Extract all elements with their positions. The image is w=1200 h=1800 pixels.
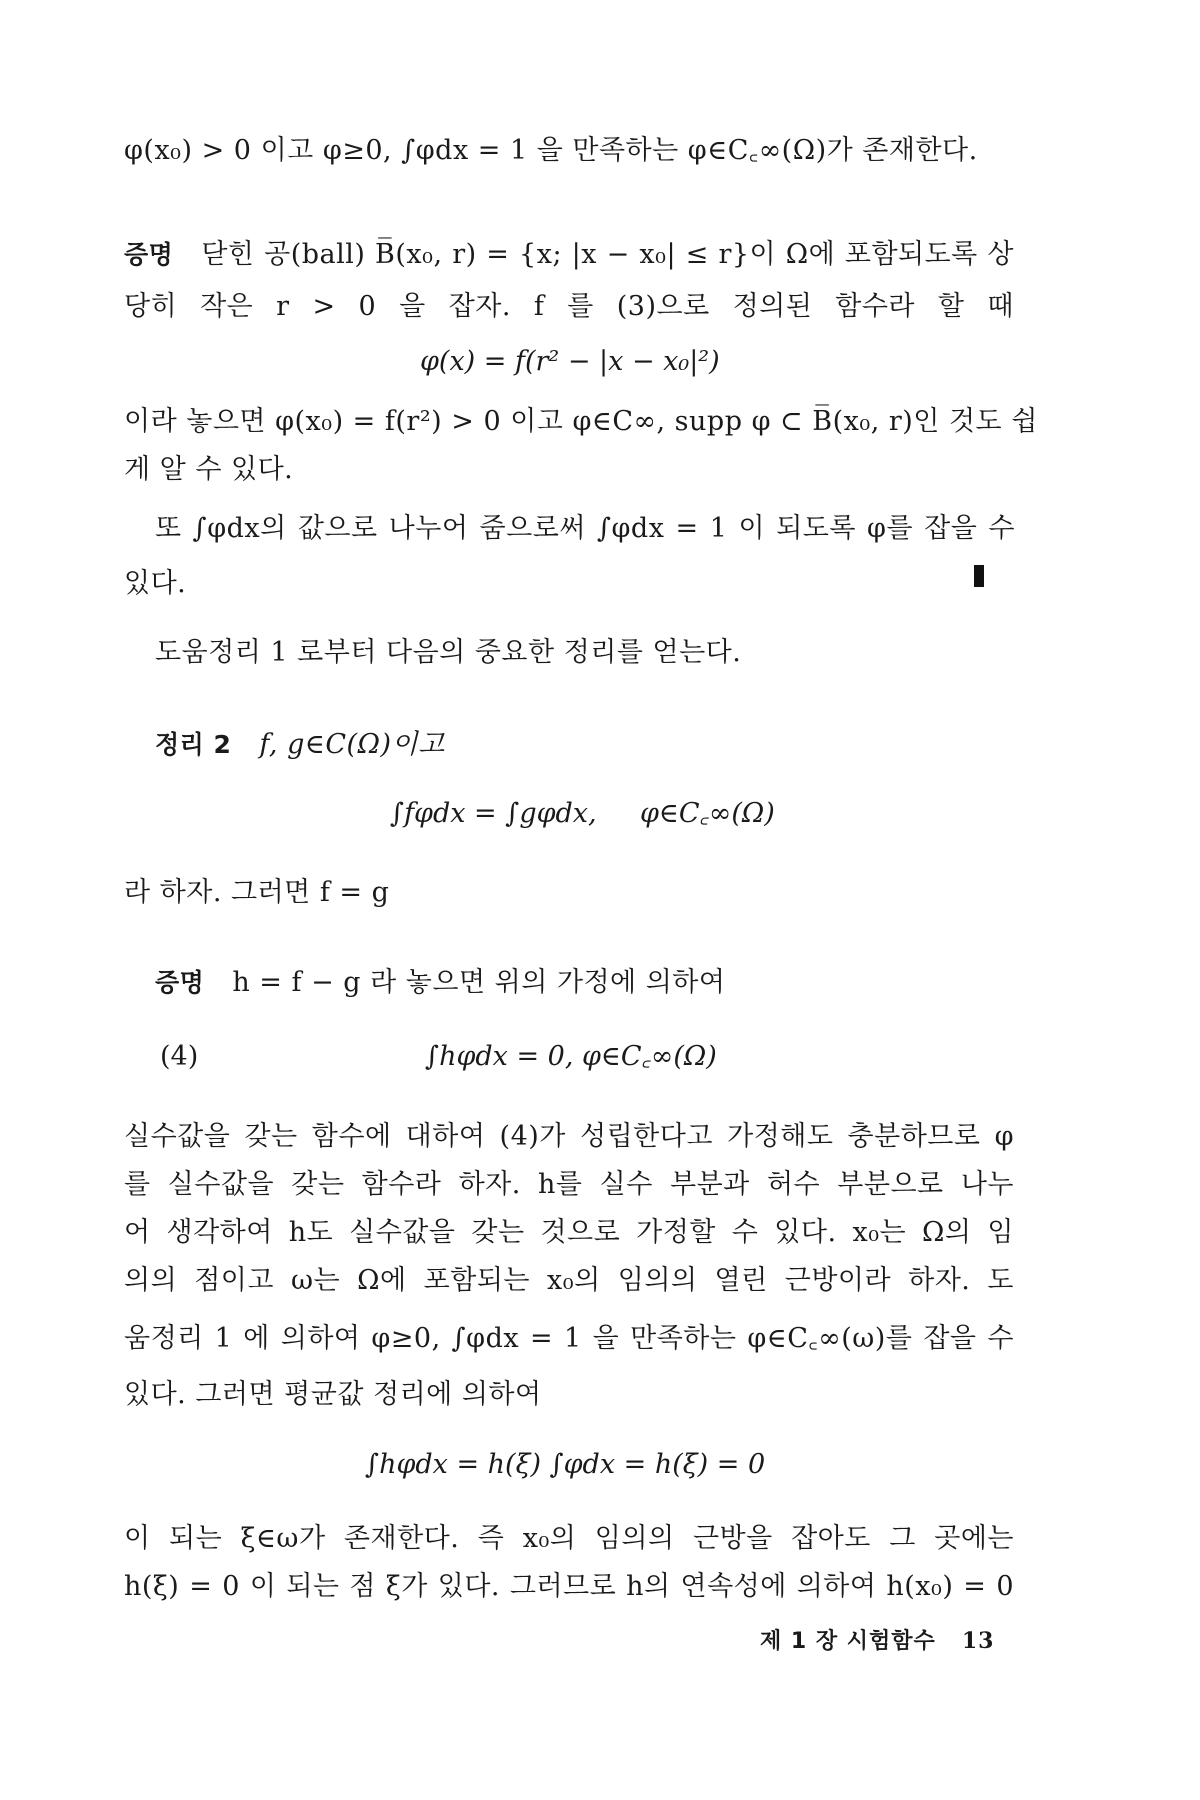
proof-text-line: 실수값을 갖는 함수에 대하여 (4)가 성립한다고 가정해도 충분하므로 φ	[124, 1121, 1014, 1152]
proof-text-line: 있다. 그러면 평균값 정리에 의하여	[124, 1379, 542, 1410]
proof-text-line: 닫힌 공(ball) B̅(x₀, r) = {x; |x − x₀| ≤ r}이 Ω에 포함되도록 상	[201, 239, 1014, 270]
page-footer	[760, 1624, 994, 1655]
chapter-title: 제 1 장 시험함수	[760, 1629, 936, 1654]
transition-sentence: 도움정리 1 로부터 다음의 중요한 정리를 얻는다.	[155, 637, 742, 668]
lemma-conclusion-text: φ(x₀) > 0 이고 φ≥0, ∫φdx = 1 을 만족하는 φ∈C꜀∞(Ω)가 존재한다.	[124, 135, 978, 166]
theorem-heading	[155, 728, 445, 762]
proof-text-line: 있다.	[124, 568, 187, 599]
display-equation: ∫hφdx = 0, φ∈C꜀∞(Ω)	[425, 1041, 717, 1072]
proof-paragraph	[155, 966, 725, 1000]
proof-text-line: 의의 점이고 ω는 Ω에 포함되는 x₀의 임의의 열린 근방이라 하자. 도	[124, 1265, 1014, 1296]
proof-text-line: 를 실수값을 갖는 함수라 하자. h를 실수 부분과 허수 부분으로 나누	[124, 1169, 1014, 1200]
display-equation: φ(x) = f(r² − |x − x₀|²)	[420, 346, 720, 377]
proof-text-line: 이 되는 ξ∈ω가 존재한다. 즉 x₀의 임의의 근방을 잡아도 그 곳에는	[124, 1523, 1014, 1554]
proof-text-line: 이라 놓으면 φ(x₀) = f(r²) > 0 이고 φ∈C∞, supp φ ⊂ B̅(x₀, r)인 것도 쉽	[124, 406, 1038, 437]
proof-text-line: 또 ∫φdx의 값으로 나누어 줌으로써 ∫φdx = 1 이 되도록 φ를 잡을 수	[155, 513, 1015, 544]
theorem-label: 정리 2	[155, 730, 232, 759]
proof-label: 증명	[155, 968, 205, 997]
qed-mark	[974, 565, 984, 587]
display-equation: ∫fφdx = ∫gφdx,	[390, 798, 597, 829]
proof-text-line: 움정리 1 에 의하여 φ≥0, ∫φdx = 1 을 만족하는 φ∈C꜀∞(ω)를 잡을 수	[124, 1323, 1014, 1354]
proof-text-line: 당히 작은 r > 0 을 잡자. f 를 (3)으로 정의된 함수라 할 때	[124, 291, 1014, 322]
theorem-text-line: f, g∈C(Ω)이고	[259, 729, 445, 760]
theorem-text-line: 라 하자. 그러면 f = g	[124, 877, 390, 908]
proof-paragraph	[124, 238, 1014, 272]
display-equation: ∫hφdx = h(ξ) ∫φdx = h(ξ) = 0	[365, 1449, 766, 1480]
proof-text-line: 어 생각하여 h도 실수값을 갖는 것으로 가정할 수 있다. x₀는 Ω의 임	[124, 1217, 1014, 1248]
proof-text-line: 게 알 수 있다.	[124, 454, 294, 485]
page-number: 13	[961, 1628, 995, 1654]
proof-label: 증명	[124, 240, 174, 269]
proof-text-line: h = f − g 라 놓으면 위의 가정에 의하여	[232, 967, 726, 998]
equation-number: (4)	[160, 1041, 199, 1072]
display-equation-condition: φ∈C꜀∞(Ω)	[640, 798, 775, 829]
proof-text-line: h(ξ) = 0 이 되는 점 ξ가 있다. 그러므로 h의 연속성에 의하여 h(x₀) = 0	[124, 1571, 1014, 1602]
